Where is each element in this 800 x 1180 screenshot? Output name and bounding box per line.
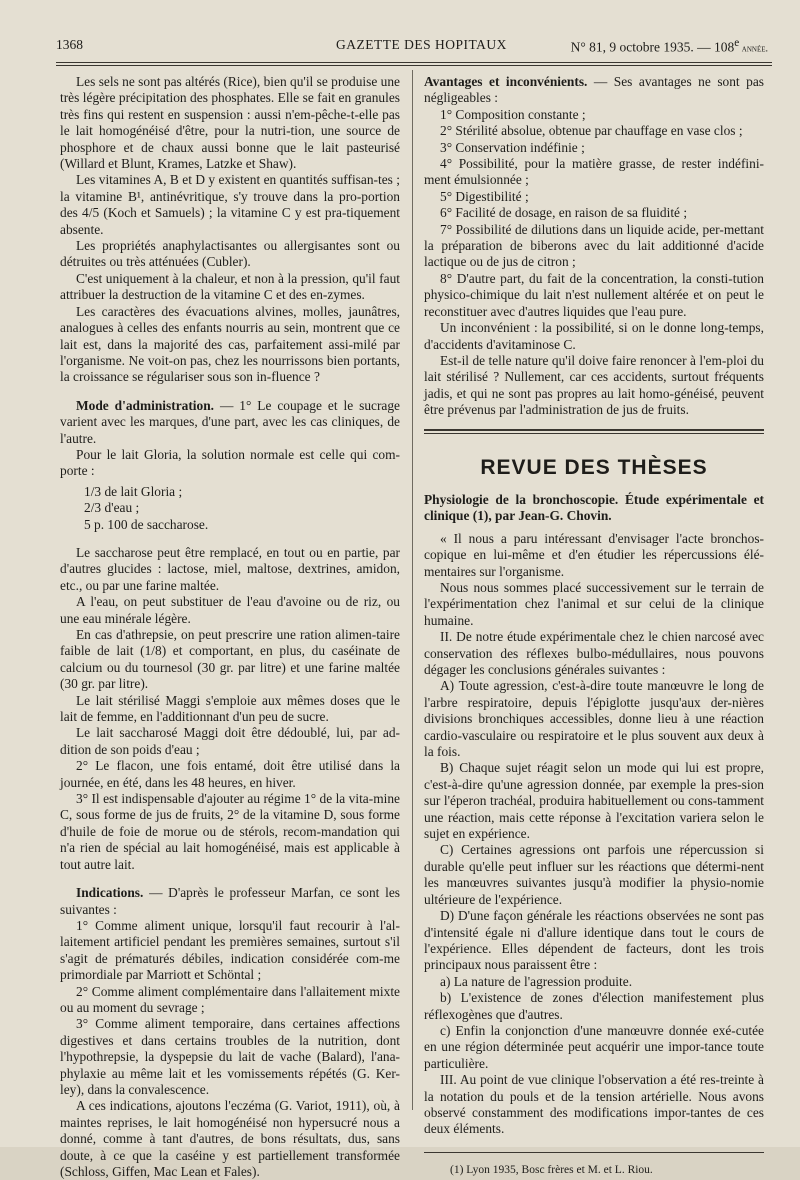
page-header — [56, 33, 768, 59]
list-item: 5 p. 100 de saccharose. — [84, 516, 209, 532]
list-item: 3° Conservation indéfinie ; — [440, 139, 585, 155]
list-item: 5° Digestibilité ; — [440, 188, 529, 204]
list-item: 2/3 d'eau ; — [84, 500, 140, 516]
paragraph: a) La nature de l'agression produite. — [440, 973, 633, 989]
paragraph: B) Chaque sujet réagit selon un mode qui lui est propre, c'est-à-dire qu'une agression donnée, par exemple la pres-sion sur l'éperon trachéal, produira habituellement ou cons-tamment une réaction, mais cette réponse à l'excitation variera selon le sujet en expérience. — [424, 760, 764, 842]
paragraph: Un inconvénient : la possibilité, si on le donne long-temps, d'accidents d'avitaminose C. — [424, 320, 764, 352]
paragraph: 3° Comme aliment temporaire, dans certaines affections digestives et dans certains troubles de la nutrition, dont l'hypothrepsie, la dyspepsie du lait de vache (Balard), l'ana-phylaxie au même lait et les vomissements répétés (G. Ker-ley), dans la convalescence. — [60, 1016, 400, 1097]
paragraph: A ces indications, ajoutons l'eczéma (G. Variot, 1911), où, à maintes reprises, le lait homogénéisé non hypersucré nous a donné, comme à tant d'autres, de bons résultats, dus, sans doute, à ce que la caséine y est partiellement transformée (Schloss, Giffen, Mac Lean et Fales). — [60, 1098, 400, 1179]
section-rule — [424, 429, 764, 434]
paragraph: b) L'existence de zones d'élection manifestement plus réflexogènes que d'autres. — [424, 990, 764, 1022]
subheading-indications: Indications. — [76, 885, 144, 901]
paragraph: « Il nous a paru intéressant d'envisager l'acte bronchos-copique en lui-même et d'en étudier les répercussions élé-mentaires sur l'organisme. — [424, 530, 764, 579]
paragraph: Les vitamines A, B et D y existent en quantités suffisan-tes ; la vitamine B¹, antinévritique, s'y trouve dans la pro-portion des 4/5 (Koch et Samuels) ; la vitamine C y est pra-tiquement absente. — [60, 172, 400, 237]
paragraph: D) D'une façon générale les réactions observées ne sont pas d'intensité égale ni d'allure identique dans tout le cours de l'expérience. Elles dépendent de facteurs, dont les trois principaux nous paraissent être : — [424, 908, 764, 973]
paragraph: 2° Le flacon, une fois entamé, doit être utilisé dans la journée, en été, dans les 48 heures, en hiver. — [60, 758, 400, 790]
section-title: REVUE DES THÈSES — [480, 455, 708, 479]
list-item: 1/3 de lait Gloria ; — [84, 483, 183, 499]
header-rule-2 — [56, 65, 772, 66]
paragraph: C) Certaines agressions ont parfois une répercussion si durable qu'elle peut influer sur les réactions que détermi-nent les manœuvres suivantes jusqu'à modifier la physio-nomie ultérieure de l'expérience. — [424, 842, 764, 907]
paragraph: Pour le lait Gloria, la solution normale est celle qui com-porte : — [60, 446, 400, 479]
header-rule — [56, 62, 772, 63]
paragraph: II. De notre étude expérimentale chez le chien narcosé avec conservation des réflexes bulbo-médullaires, nous pouvons dégager les conclusions générales suivantes : — [424, 629, 764, 677]
list-item: 4° Possibilité, pour la matière grasse, de rester indéfini-ment émulsionnée ; — [424, 156, 764, 188]
indications-paragraph: Indications. — D'après le professeur Marfan, ce sont les suivantes : — [60, 885, 400, 917]
paragraph: Est-il de telle nature qu'il doive faire renoncer à l'em-ploi du lait stérilisé ? Nullement, car ces accidents, surtout fréquents jadis, et qui ne sont pas propres au lait homo-généisé, peuvent être prévenus par l'administration de jus de fruits. — [424, 352, 764, 418]
paragraph: A) Toute agression, c'est-à-dire toute manœuvre le long de l'arbre respiratoire, depuis l'épiglotte jusqu'aux der-nières divisions bronchiques accessibles, donne lieu à une réaction cardio-vasculaire ou respiratoire et le plus souvent aux deux à la fois. — [424, 678, 764, 760]
paragraph: III. Au point de vue clinique l'observation a été res-treinte à la notation du pouls et de la tension artérielle. Nous avons observé constamment des modifications impor-tantes de ces deux éléments. — [424, 1072, 764, 1137]
paragraph: Les sels ne sont pas altérés (Rice), bien qu'il se produise une très légère précipitation des phosphates. Elle se fait en granules très fins qui restent en suspension : aussi n'em-pêche-t-elle pas le lait homogénéisé d'être, pour la nutri-tion, une source de phosphore et de chaux aussi bonne que le lait pasteurisé (Willard et Blunt, Krames, Latzke et Shaw). — [60, 74, 400, 172]
paragraph: 2° Comme aliment complémentaire dans l'allaitement mixte ou au moment du sevrage ; — [60, 983, 400, 1015]
paragraph: Nous nous sommes placé successivement sur le terrain de l'expérimentation chez l'animal et sur celui de la clinique humaine. — [424, 579, 764, 628]
paragraph: 1° Comme aliment unique, lorsqu'il faut recourir à l'al-laitement artificiel pendant les premières semaines, surtout s'il s'agit de prématurés débiles, indication considérée com-me primordiale par Marriott et Schöntal ; — [60, 917, 400, 983]
paragraph: c) Enfin la conjonction d'une manœuvre donnée exé-cutée en une région déterminée peut acquérir une impor-tance toute particulière. — [424, 1022, 764, 1071]
list-item: 1° Composition constante ; — [440, 106, 586, 122]
footnote-rule — [424, 1152, 764, 1153]
right-column — [424, 74, 764, 1177]
paragraph: Les propriétés anaphylactisantes ou allergisantes sont ou détruites ou très atténuées (Cubler). — [60, 238, 400, 270]
list-item: 7° Possibilité de dilutions dans un liquide acide, per-mettant la préparation de biberons avec du lait additionné d'acide lactique ou de jus de citron ; — [424, 221, 764, 270]
paragraph: A l'eau, on peut substituer de l'eau d'avoine ou de riz, ou une eau minérale légère. — [60, 594, 400, 626]
list-item: 6° Facilité de dosage, en raison de sa fluidité ; — [440, 205, 688, 221]
paragraph: C'est uniquement à la chaleur, et non à la pression, qu'il faut attribuer la destruction de la vitamine C et des en-zymes. — [60, 270, 400, 303]
subheading-advantages: Avantages et inconvénients. — [424, 74, 588, 89]
thesis-heading: Physiologie de la bronchoscopie. Étude expérimentale et clinique (1), par Jean-G. Chovin. — [424, 491, 764, 524]
journal-title: GAZETTE DES HOPITAUX — [336, 37, 507, 52]
column-divider — [412, 70, 413, 1110]
left-column — [60, 74, 400, 1180]
paragraph: Le lait saccharosé Maggi doit être dédoublé, lui, par ad-dition de son poids d'eau ; — [60, 725, 400, 757]
paragraph: Le saccharose peut être remplacé, en tout ou en partie, par d'autres glucides : lactose, miel, maltose, dextrines, amidon, etc., ou par une farine maltée. — [60, 544, 400, 593]
paragraph: Le lait stérilisé Maggi s'emploie aux mêmes doses que le lait de femme, en l'additionnant d'un peu de sucre. — [60, 692, 400, 725]
footnote: (1) Lyon 1935, Bosc frères et M. et L. Riou. — [450, 1163, 653, 1176]
paragraph: En cas d'athrepsie, on peut prescrire une ration alimen-taire faible de lait (1/8) et comportant, en plus, du caséinate de calcium ou du tournesol (30 gr. par litre) et une farine maltée (30 gr. par litre). — [60, 627, 400, 692]
advantages-paragraph: Avantages et inconvénients. — Ses avantages ne sont pas négligeables : — [424, 74, 764, 106]
list-item: 8° D'autre part, du fait de la concentration, la consti-tution physico-chimique du lait n'est nullement altérée et on peut le reconstituer avec d'autres liquides que l'eau pure. — [424, 270, 764, 319]
paragraph: Les caractères des évacuations alvines, molles, jaunâtres, analogues à celles des enfants nourris au sein, montrent que ce lait est, dans la majorité des cas, parfaitement assi-milé par l'organisme. Ne voit-on pas, chez les nourrissons bien portants, la croissance se régulariser sous son in-fluence ? — [60, 303, 400, 385]
mode-paragraph: Mode d'administration. — 1° Le coupage et le sucrage varient avec les marques, d'une part, avec les cas cliniques, de l'autre. — [60, 397, 400, 446]
subheading-mode: Mode d'administration. — [76, 397, 214, 413]
list-item: 2° Stérilité absolue, obtenue par chauffage en vase clos ; — [440, 123, 743, 139]
issue-info: N° 81, 9 octobre 1935. — 108e année. — [570, 37, 768, 55]
paragraph: 3° Il est indispensable d'ajouter au régime 1° de la vita-mine C, sous forme de jus de fruits, 2° de la vitamine D, sous forme d'huile de foie de morue ou de stérols, recom-mandation qui n'a rien de spécial au lait homogénéisé, mais est applicable à tout autre lait. — [60, 791, 400, 872]
page-number: 1368 — [56, 37, 83, 52]
